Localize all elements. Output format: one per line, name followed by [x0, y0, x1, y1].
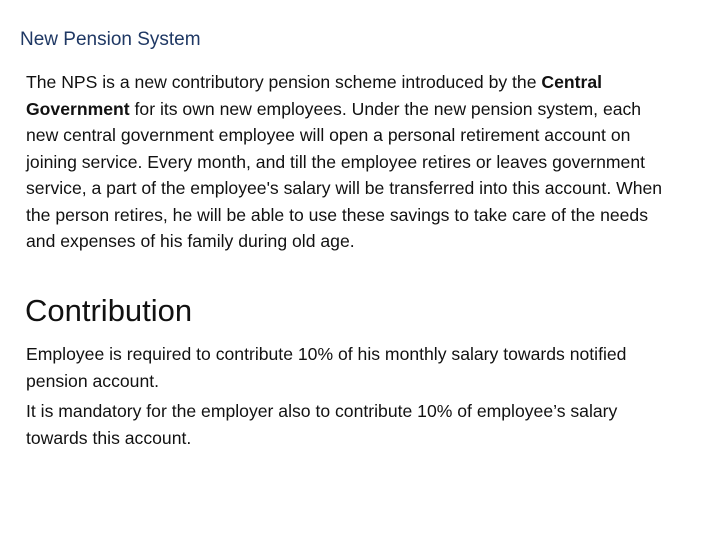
contribution-paragraph-employee: Employee is required to contribute 10% of his monthly salary towards notified pension account.: [26, 344, 627, 391]
intro-bold-text: Central Government: [26, 72, 603, 119]
intro-text-start: The NPS is a new contributory pension scheme introduced by the: [26, 72, 542, 92]
contribution-body: [26, 341, 676, 455]
page-title: New Pension System: [20, 29, 201, 50]
intro-text-end: for its own new employees. Under the new pension system, each new central government employee will open a personal retirement account on joining service. Every month, and till the employee retires or leaves government service, a part of the employee's salary will be transferred into this account. When the person retires, he will be able to use these savings to take care of the needs and expenses of his family during old age.: [26, 98, 663, 251]
section-heading-contribution: Contribution: [25, 293, 193, 328]
contribution-paragraph-employer: It is mandatory for the employer also to contribute 10% of employee’s salary towards this account.: [26, 401, 618, 448]
intro-paragraph: [26, 69, 676, 255]
